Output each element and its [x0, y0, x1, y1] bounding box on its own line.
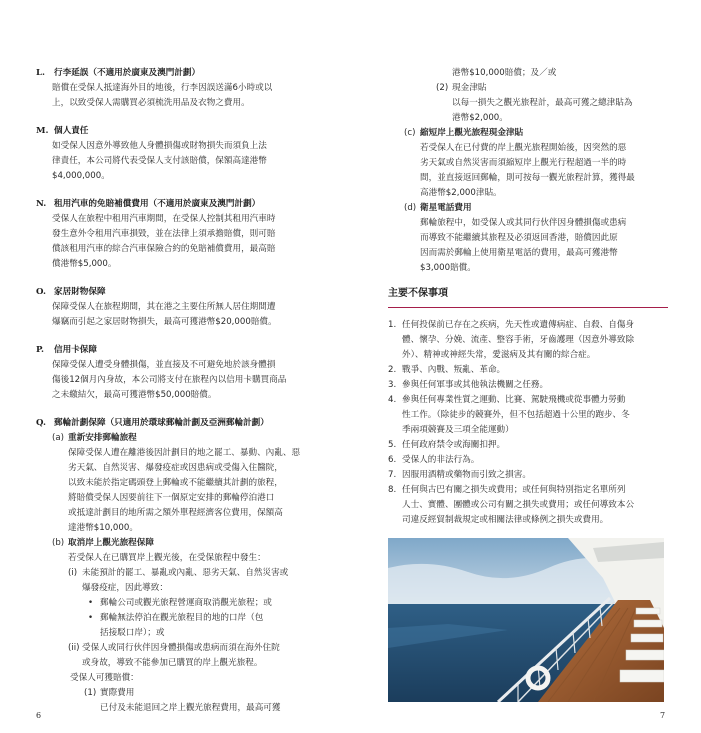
subsection-a-title: 重新安排郵輪旅程: [68, 433, 137, 443]
section-p-heading: P. 信用卡保障: [36, 343, 336, 358]
text-line: 賠償在受保人抵達海外目的地後，行李因誤送滿6小時或以: [52, 83, 273, 93]
text-line: 郵輪無法停泊在觀光旅程目的地的口岸（包: [100, 613, 264, 623]
exclusion-text: [402, 453, 479, 468]
exclusion-number: 2.: [388, 365, 397, 375]
section-m-body: [36, 139, 336, 184]
bullet-item: [36, 611, 336, 641]
section-o-title: 家居財物保障: [54, 287, 106, 297]
section-q: [36, 416, 336, 716]
text-line: 司違反經貿制裁規定或相關法律或條例之損失或費用。: [402, 515, 609, 525]
exclusion-item: [388, 318, 668, 363]
bullet-item: [36, 596, 336, 611]
page-number-left: 6: [36, 711, 42, 720]
exclusion-number: 8.: [388, 485, 397, 495]
text-line: 爆發疫症，因此導致：: [82, 583, 168, 593]
text-line: 高港幣$2,000津貼。: [420, 188, 502, 198]
section-l-body: [36, 81, 336, 111]
title-divider: [388, 307, 668, 308]
text-line: 劣天氣、自然災害、爆發疫症或因患病或受傷入住醫院，: [68, 463, 283, 473]
exclusion-text: [402, 438, 505, 453]
text-line: 人士、實體、團體或公司有關之損失或費用；或任何導致本公: [402, 500, 635, 510]
text-line: 保障受保人在旅程期間，其在港之主要住所無人居住期間遭: [52, 302, 276, 312]
clause-ii-text: [82, 641, 280, 671]
subsection-b-title: 取消岸上觀光旅程保障: [68, 538, 154, 548]
exclusion-text: [402, 393, 630, 438]
text-line: 以致未能於指定碼頭登上郵輪或不能繼續其計劃的旅程，: [68, 478, 283, 488]
exclusion-item: [388, 363, 668, 378]
cruise-ship-deck-photo: [388, 538, 664, 702]
text-line: 受保人或同行伙伴因身體損傷或患病而須在海外住院: [82, 643, 280, 653]
text-line: 以每一損失之觀光旅程計，最高可獲之總津貼為: [452, 98, 633, 108]
text-line: 保障受保人遭在離港後因計劃目的地之罷工、暴動、內亂、惡: [68, 448, 301, 458]
text-line: 上，以致受保人需購買必須梳洗用品及衣物之費用。: [52, 98, 250, 108]
exclusion-text: [402, 363, 505, 378]
text-line: 劣天氣或自然災害而須縮短岸上觀光行程超過一半的時: [420, 158, 627, 168]
subsection-a-body: [36, 446, 336, 536]
subsection-c-body: [388, 141, 668, 201]
page-number-right: 7: [660, 711, 666, 720]
text-line: 律責任，本公司將代表受保人支付該賠償，保額高達港幣: [52, 156, 267, 166]
section-o-body: [36, 300, 336, 330]
text-line: 償港幣$5,000。: [52, 259, 117, 269]
text-line: 之未繳結欠，最高可獲港幣$50,000賠償。: [52, 390, 217, 400]
subsection-b-heading: (b) 取消岸上觀光旅程保障: [36, 536, 336, 551]
text-line: 任何投保前已存在之疾病，先天性或遺傳病症、自殺、自傷身: [402, 320, 635, 330]
exclusion-text: [402, 483, 634, 528]
exclusion-item: [388, 468, 668, 483]
claim-1-heading: [36, 686, 336, 701]
text-line: 任何與古巴有關之損失或費用；或任何與特別指定名單所列: [402, 485, 626, 495]
section-n-body: [36, 212, 336, 272]
text-line: 傷後12個月內身故，本公司將支付在旅程內以信用卡購買商品: [52, 375, 287, 385]
text-line: 爆竊而引起之家居財物損失，最高可獲港幣$20,000賠償。: [52, 317, 277, 327]
exclusion-item: [388, 378, 668, 393]
text-line: 未能預計的罷工、暴亂或內亂、惡劣天氣、自然災害或: [82, 568, 289, 578]
section-l-title: 行李延誤（不適用於廣東及澳門計劃）: [54, 68, 201, 78]
text-line: 若受保人在已付費的岸上觀光旅程開始後，因突然的惡: [420, 143, 627, 153]
exclusion-number: 5.: [388, 440, 397, 450]
section-l: [36, 66, 336, 111]
text-line: $3,000賠償。: [420, 263, 476, 273]
exclusion-number: 3.: [388, 380, 397, 390]
exclusion-text: [402, 378, 548, 393]
subsection-d-title: 衛星電話費用: [420, 203, 472, 213]
text-line: 因而需於郵輪上使用衛星電話的費用，最高可獲港幣: [420, 248, 618, 258]
section-q-title: 郵輪計劃保障（只適用於環球郵輪計劃及亞洲郵輪計劃）: [54, 418, 269, 428]
section-n-title: 租用汽車的免賠補償費用（不適用於廣東及澳門計劃）: [54, 199, 261, 209]
section-o: [36, 285, 336, 330]
clause-ii-label: (ii): [68, 643, 80, 653]
exclusion-number: 6.: [388, 455, 397, 465]
section-q-heading: Q. 郵輪計劃保障（只適用於環球郵輪計劃及亞洲郵輪計劃）: [36, 416, 336, 431]
claim-1-title: 實際費用: [100, 688, 135, 698]
section-n: [36, 197, 336, 272]
section-o-heading: O. 家居財物保障: [36, 285, 336, 300]
section-l-heading: L. 行李延誤（不適用於廣東及澳門計劃）: [36, 66, 336, 81]
text-line: $4,000,000。: [52, 171, 110, 181]
claim-2-body: [388, 96, 668, 126]
text-line: 因服用酒精或藥物而引致之損害。: [402, 470, 531, 480]
text-line: 達港幣$10,000。: [68, 523, 138, 533]
bullet-icon: •: [88, 598, 94, 608]
subsection-c-heading: (c) 縮短岸上觀光旅程現金津貼: [388, 126, 668, 141]
exclusion-item: [388, 438, 668, 453]
text-line: 參與任何專業性質之運動、比賽、駕駛飛機或從事體力勞動: [402, 395, 626, 405]
claim-2-title: 現金津貼: [452, 83, 487, 93]
section-p-title: 信用卡保障: [54, 345, 97, 355]
clause-ii: [36, 641, 336, 671]
exclusion-item: [388, 453, 668, 468]
exclusions-list: [388, 318, 668, 528]
exclusion-number: 7.: [388, 470, 397, 480]
exclusion-item: [388, 483, 668, 528]
section-m-title: 個人責任: [54, 126, 89, 136]
text-line: 已付及未能退回之岸上觀光旅程費用，最高可獲: [100, 703, 281, 713]
claim-1-label: (1): [84, 688, 97, 698]
section-p-body: [36, 358, 336, 403]
subsection-d-body: [388, 216, 668, 276]
clause-i-label: (i): [68, 568, 78, 578]
text-line: 保障受保人遭受身體損傷，並直接及不可避免地於該身體損: [52, 360, 276, 370]
section-p: [36, 343, 336, 403]
left-column: [36, 66, 336, 716]
text-line: 任何政府禁令或海關扣押。: [402, 440, 506, 450]
text-line: 括接駁口岸）；或: [100, 628, 165, 638]
section-n-heading: N. 租用汽車的免賠補償費用（不適用於廣東及澳門計劃）: [36, 197, 336, 212]
clause-i: [36, 566, 336, 596]
exclusion-text: [402, 318, 634, 363]
text-line: 或抵達計劃目的地所需之額外單程經濟客位費用，保額高: [68, 508, 283, 518]
text-line: 而導致不能繼續其旅程及必須返回香港，賠償因此原: [420, 233, 618, 243]
exclusion-item: [388, 393, 668, 438]
subsection-b-intro: 若受保人在已購買岸上觀光後，在受保旅程中發生：: [68, 553, 266, 563]
text-line: 如受保人因意外導致他人身體損傷或財物損失而須負上法: [52, 141, 267, 151]
subsection-d-heading: (d) 衛星電話費用: [388, 201, 668, 216]
exclusion-text: [402, 468, 531, 483]
text-line: 受保人的非法行為。: [402, 455, 480, 465]
text-line: 季兩項競賽及三項全能運動）: [402, 425, 514, 435]
text-line: 戰爭、內戰、叛亂、革命。: [402, 365, 506, 375]
text-line: 港幣$2,000。: [452, 113, 508, 123]
claim-2-label: (2): [436, 83, 449, 93]
bullet-icon: •: [88, 613, 94, 623]
subsection-a-heading: (a) 重新安排郵輪旅程: [36, 431, 336, 446]
exclusions-title: 主要不保事項: [388, 288, 448, 299]
section-m-heading: M. 個人責任: [36, 124, 336, 139]
text-line: 將賠償受保人因要前往下一個原定安排的郵輪停泊港口: [68, 493, 275, 503]
text-line: 間，並直接返回郵輪，則可按每一觀光旅程計算，獲得最: [420, 173, 635, 183]
text-line: 外）、精神或神經失常，愛滋病及其有關的綜合症。: [402, 350, 596, 360]
text-line: 體、懷孕、分娩、流產、整容手術，牙齒護理（因意外導致除: [402, 335, 635, 345]
claim-2-heading: [388, 81, 668, 96]
text-line: 償該租用汽車的綜合汽車保險合約的免賠補償費用，最高賠: [52, 244, 276, 254]
section-m: [36, 124, 336, 184]
text-line: 港幣$10,000賠償；及／或: [452, 68, 557, 78]
text-line: 郵輪公司或觀光旅程營運商取消觀光旅程；或: [100, 598, 272, 608]
text-line: 郵輪旅程中，如受保人或其同行伙伴因身體損傷或患病: [420, 218, 627, 228]
right-column: [388, 66, 668, 528]
text-line: 受保人在旅程中租用汽車期間，在受保人控制其租用汽車時: [52, 214, 276, 224]
exclusion-number: 4.: [388, 395, 397, 405]
subsection-c-title: 縮短岸上觀光旅程現金津貼: [420, 128, 524, 138]
clause-i-text: [82, 566, 288, 596]
claim-intro: 受保人可獲賠償：: [70, 673, 139, 683]
text-line: 參與任何軍事或其他執法機關之任務。: [402, 380, 549, 390]
text-line: 發生意外令租用汽車損毀，並在法律上須承擔賠償，則可賠: [52, 229, 276, 239]
text-line: 性工作。（除徒步的競賽外，但不包括超過十公里的跑步、冬: [402, 410, 630, 420]
exclusion-number: 1.: [388, 320, 397, 330]
text-line: 或身故，導致不能參加已購買的岸上觀光旅程。: [82, 658, 263, 668]
